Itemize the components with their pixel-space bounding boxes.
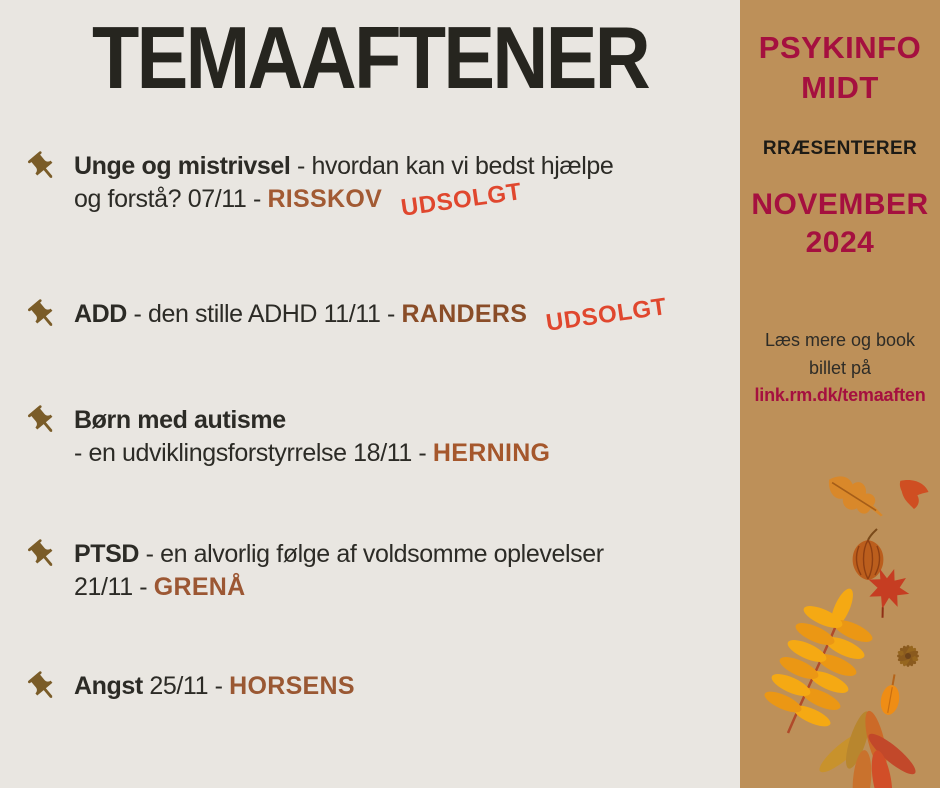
event-text-segment: 21/11 - [74,573,154,601]
event-line [74,571,604,604]
event-location: HERNING [432,439,551,467]
brand-name [740,28,940,108]
event-item [30,538,604,604]
event-text [74,670,355,703]
presents-label: RRÆSENTERER [762,138,918,159]
event-text [74,404,550,470]
event-line [74,178,613,222]
event-item [30,150,614,222]
palmate-leaf-image [815,709,920,788]
physalis-image [853,529,884,580]
event-text-segment: - hvordan kan vi bedst hjælpe [290,152,614,180]
event-location: RISSKOV [267,185,383,213]
cta-line-1: Læs mere og book [764,330,916,350]
event-location: RANDERS [401,300,528,328]
event-text-segment: og forstå? 07/11 - [74,185,268,213]
cta-text [740,326,940,382]
star-anise-image [897,645,920,668]
event-text-segment: PTSD [74,540,140,568]
pushpin-icon [26,150,60,184]
pushpin-icon [26,298,60,332]
poster-title: TEMAAFTENER [91,8,649,107]
event-location: HORSENS [229,672,355,700]
event-text-segment: - den stille ADHD 11/11 - [126,300,402,328]
event-text-segment: Børn med autisme [74,406,286,434]
pushpin-icon [26,670,60,704]
event-text-segment: - en alvorlig følge af voldsomme oplevelser [139,540,604,568]
rowan-leaf-image [762,586,875,733]
event-text-segment: ADD [74,300,127,328]
month-line-2: 2024 [805,226,875,259]
event-line [74,293,669,337]
pushpin-icon [26,538,60,572]
event-line [74,670,355,703]
brand-line-1: PSYKINFO [758,30,922,65]
event-location: GRENÅ [153,573,246,601]
event-item [30,404,550,470]
sold-out-stamp: UDSOLGT [544,293,669,337]
event-line [74,538,604,571]
event-line [74,150,613,183]
event-line [74,437,550,470]
event-text [74,150,614,222]
pushpin-icon [26,404,60,438]
event-text [74,538,604,604]
event-line [74,404,550,437]
orange-leaf-image [879,673,904,717]
event-item [30,670,355,703]
oak-leaf-image [821,469,891,525]
brand-line-2: MIDT [801,70,879,105]
event-text [74,293,669,337]
month-line-1: NOVEMBER [751,188,929,221]
event-text-segment: - en udviklingsforstyrrelse 18/11 - [74,439,433,467]
event-item [30,293,669,337]
sidebar [740,0,940,788]
month-label [740,186,940,262]
event-text-segment: Unge og mistrivsel [74,152,291,180]
cta-line-2: billet på [808,358,872,378]
event-text-segment: 25/11 - [142,672,230,700]
autumn-leaves-decoration [740,448,940,788]
sold-out-stamp: UDSOLGT [399,178,524,222]
booking-link[interactable]: link.rm.dk/temaaften [754,385,926,405]
small-red-leaf-image [895,477,931,511]
event-text-segment: Angst [74,672,143,700]
